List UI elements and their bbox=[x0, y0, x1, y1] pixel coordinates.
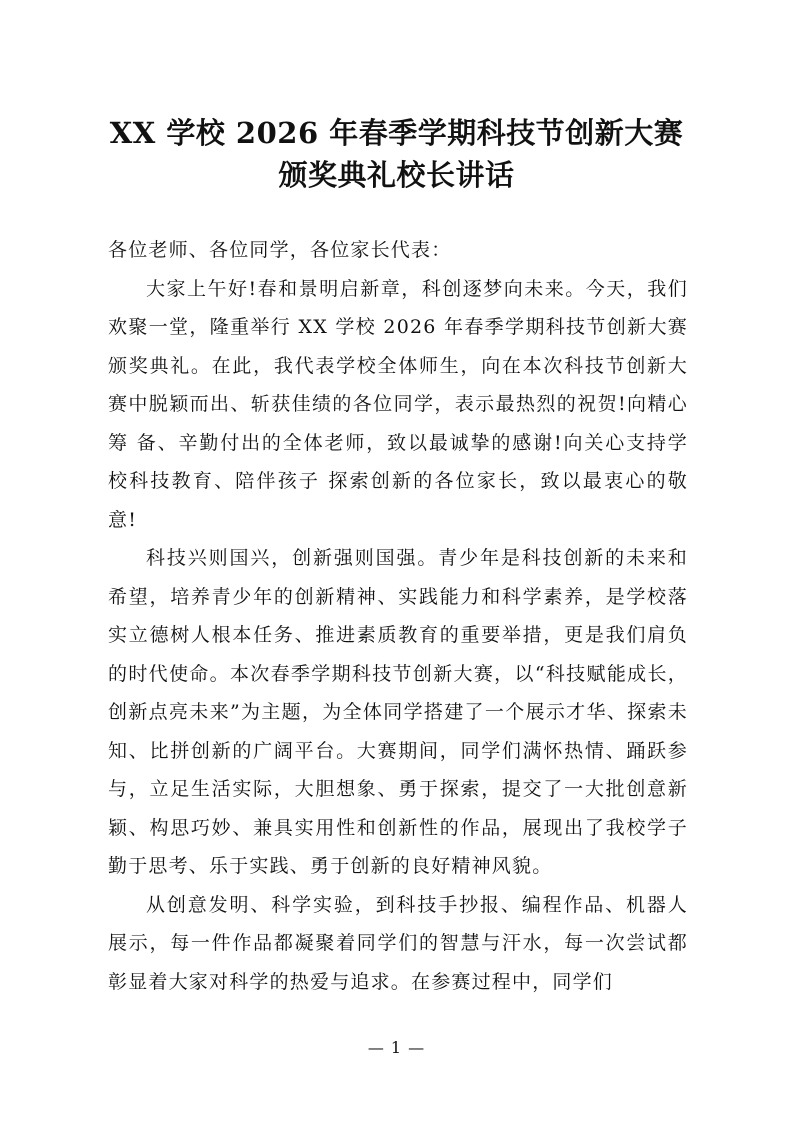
salutation: 各位老师、各位同学，各位家长代表： bbox=[108, 239, 452, 261]
title-line-1: XX 学校 2026 年春季学期科技节创新大赛 bbox=[109, 116, 684, 150]
paragraph-innovation: 科技兴则国兴，创新强则国强。青少年是科技创新的未来和希望，培养青少年的创新精神、实践能力和科学素养，是学校落实立德树人根本任务、推进素质教育的重要举措，更是我们肩负的时代使命。本次春季学期科技节创新大赛，以“科技赋能成长，创新点亮未来”为主题，为全体同学搭建了一个展示才华、探索未知、比拼创新的广阔平台。大赛期间，同学们满怀热情、踊跃参与，立足生活实际，大胆想象、勇于探索，提交了一大批创意新颖、构思巧妙、兼具实用性和创新性的作品，展现出了我校学子勤于思考、乐于实践、勇于创新的良好精神风貌。 bbox=[108, 547, 688, 877]
document-title bbox=[100, 112, 693, 196]
page-number: — 1 — bbox=[367, 1038, 426, 1057]
paragraph-works: 从创意发明、科学实验，到科技手抄报、编程作品、机器人展示，每一件作品都凝聚着同学们的智慧与汗水，每一次尝试都彰显着大家对科学的热爱与追求。在参赛过程中，同学们 bbox=[108, 893, 688, 993]
title-line-2: 颁奖典礼校长讲话 bbox=[278, 158, 515, 192]
document-body bbox=[108, 231, 688, 1001]
paragraph-greeting: 大家上午好!春和景明启新章，科创逐梦向未来。今天，我们欢聚一堂，隆重举行 XX 学校 2026 年春季学期科技节创新大赛颁奖典礼。在此，我代表学校全体师生，向在本次科技节创新大赛中脱颖而出、斩获佳绩的各位同学，表示最热烈的祝贺!向精心筹 备、辛勤付出的全体老师，致以最诚挚的感谢!向关心支持学校科技教育、陪伴孩子 探索创新的各位家长，致以最衷心的敬意! bbox=[108, 277, 688, 531]
